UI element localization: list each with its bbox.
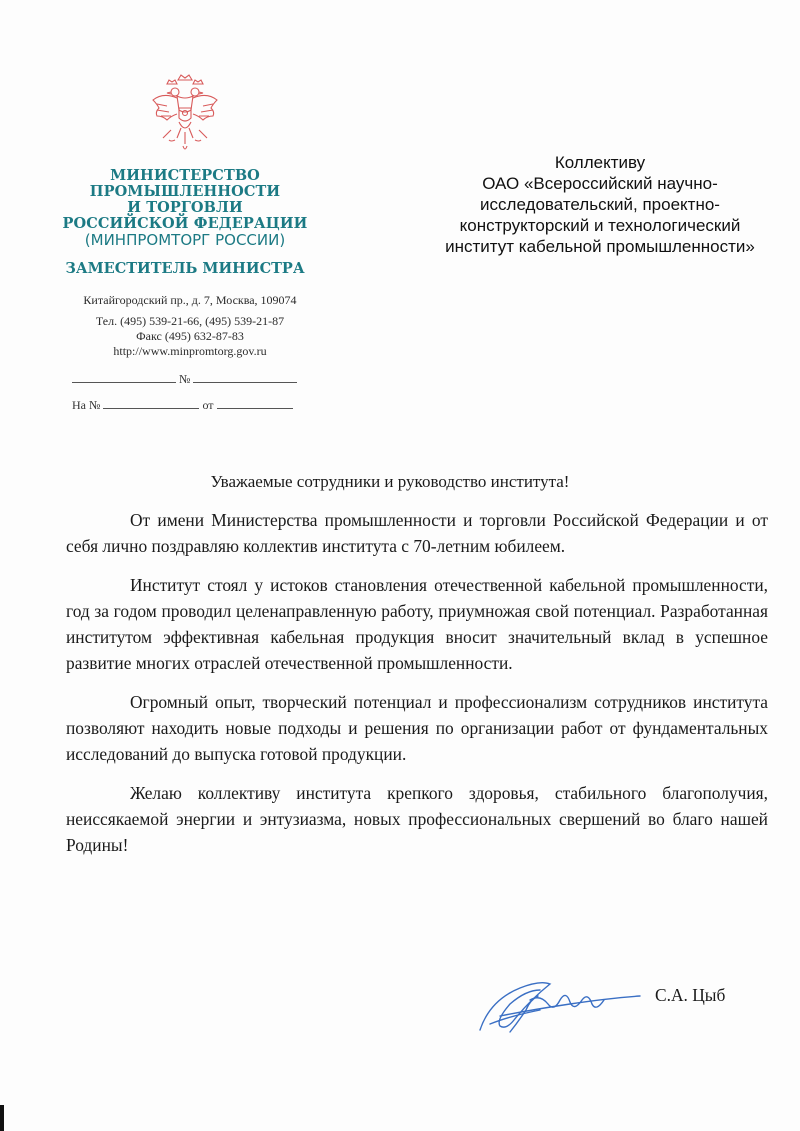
addressee-block — [430, 152, 770, 257]
signature-icon — [470, 960, 670, 1040]
position-title: ЗАМЕСТИТЕЛЬ МИНИСТРА — [65, 260, 305, 277]
address: Китайгородский пр., д. 7, Москва, 109074 — [83, 293, 297, 307]
salutation: Уважаемые сотрудники и руководство института! — [210, 472, 570, 491]
date-blank — [72, 372, 176, 383]
paragraph: Желаю коллективу института крепкого здоровья, стабильного благополучия, неиссякаемой энергии и энтузиазма, новых профессиональных свершений во благо нашей Родины! — [66, 783, 768, 855]
reply-label: На № — [72, 398, 101, 412]
reply-reference-line — [72, 398, 293, 413]
signer-name: С.А. Цыб — [655, 985, 726, 1005]
letterhead — [60, 168, 310, 277]
website: http://www.minpromtorg.gov.ru — [113, 344, 267, 358]
fax: Факс (495) 632-87-83 — [136, 329, 244, 343]
contact-block — [60, 293, 320, 359]
number-label: № — [179, 372, 191, 386]
coat-of-arms-icon — [145, 70, 225, 162]
registration-number-line — [72, 372, 297, 387]
letter-body — [66, 507, 768, 871]
addressee-line: исследовательский, проектно- — [480, 195, 720, 214]
paragraph: От имени Министерства промышленности и торговли Российской Федерации и от себя лично поздравляю коллектив института с 70-летним юбилеем. — [66, 510, 768, 556]
date-label: от — [202, 398, 214, 412]
phone: Тел. (495) 539-21-66, (495) 539-21-87 — [95, 314, 285, 328]
paragraph: Огромный опыт, творческий потенциал и профессионализм сотрудников института позволяют находить новые подходы и решения по организации работ от фундаментальных исследований до выпуска готовой продукции. — [66, 692, 768, 764]
reply-number-blank — [103, 398, 199, 409]
paragraph: Институт стоял у истоков становления отечественной кабельной промышленности, год за годом проводил целенаправленную работу, приумножая свой потенциал. Разработанная институтом эффективная кабельная продукция вносит значительный вклад в успешное развитие многих отраслей отечественной промышленности. — [66, 575, 768, 673]
number-blank — [193, 372, 297, 383]
addressee-line: конструкторский и технологический — [459, 216, 741, 235]
scan-edge-mark — [0, 1105, 4, 1131]
ministry-short-name: (МИНПРОМТОРГ РОССИИ) — [84, 231, 286, 249]
reply-date-blank — [217, 398, 293, 409]
addressee-line: ОАО «Всероссийский научно- — [482, 174, 718, 193]
addressee-line: институт кабельной промышленности» — [445, 237, 755, 256]
ministry-name: МИНИСТЕРСТВО ПРОМЫШЛЕННОСТИ И ТОРГОВЛИ РОССИЙСКОЙ ФЕДЕРАЦИИ — [62, 167, 308, 232]
addressee-line: Коллективу — [554, 153, 646, 172]
